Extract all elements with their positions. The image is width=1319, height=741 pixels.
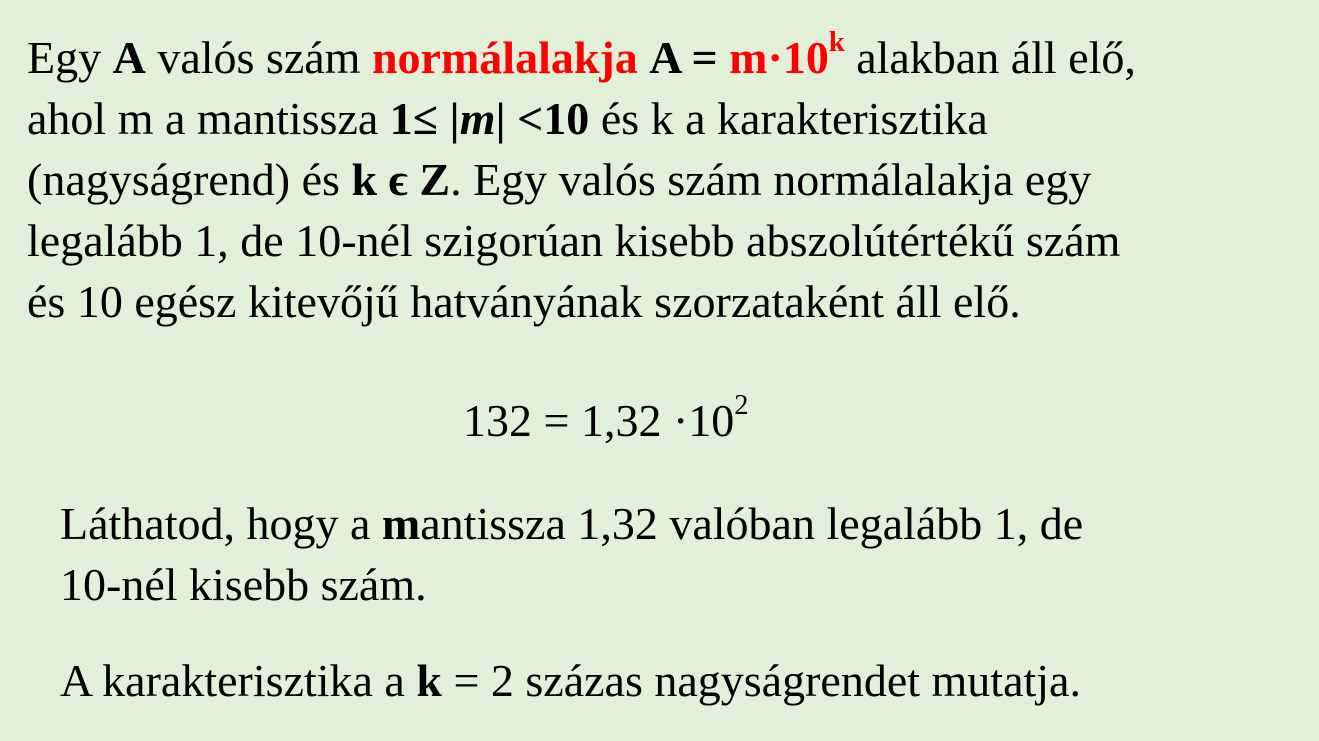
text-run: antissza 1,32 valóban legalább 1, de — [420, 498, 1084, 549]
text-run: = 2 százas nagyságrendet mutatja. — [441, 655, 1081, 706]
definition-paragraph — [27, 27, 1136, 332]
definition-line-1 — [27, 27, 1136, 88]
k-in-integers: k ϵ Z — [351, 154, 451, 205]
mantissa-condition-left: 1≤ | — [389, 93, 460, 144]
explanation-line-1 — [60, 493, 1083, 554]
text-run: (nagyságrend) és — [27, 154, 352, 205]
explanation-line-2: 10-nél kisebb szám. — [60, 559, 427, 610]
text-run: Láthatod, hogy a — [60, 498, 382, 549]
variable-k: k — [416, 655, 442, 706]
variable-m: m — [459, 93, 496, 144]
formula-base: 132 = 1,32 ·10 — [463, 395, 735, 446]
definition-line-4: legalább 1, de 10-nél szigorúan kisebb abszolútértékű szám — [27, 215, 1121, 266]
definition-line-2 — [27, 88, 1136, 149]
exponent-k: k — [828, 26, 845, 58]
conclusion-paragraph — [60, 650, 1081, 711]
text-run: Egy — [27, 32, 113, 83]
explanation-paragraph — [60, 493, 1083, 615]
text-run: alakban áll elő, — [844, 32, 1136, 83]
variable-a: A — [649, 32, 680, 83]
text-run: és k a karakterisztika — [589, 93, 988, 144]
equals-sign: = — [679, 32, 730, 83]
normal-form-exponent — [829, 27, 845, 58]
definition-line-5: és 10 egész kitevőjű hatványának szorzataként áll elő. — [27, 276, 1021, 327]
mantissa-condition-right: | <10 — [495, 93, 590, 144]
normal-form-base: m·10 — [729, 32, 829, 83]
example-formula — [463, 390, 749, 451]
mantissa-initial: m — [381, 498, 421, 549]
text-run: ahol m a mantissza — [27, 93, 390, 144]
text-run: valós szám — [145, 32, 372, 83]
definition-line-3 — [27, 149, 1136, 210]
text-run: . Egy valós szám normálalakja egy — [450, 154, 1092, 205]
text-run — [638, 32, 650, 83]
formula-exponent: 2 — [734, 389, 749, 421]
text-run: A karakterisztika a — [60, 655, 417, 706]
variable-a: A — [112, 32, 146, 83]
term-normal-form: normálalakja — [371, 32, 638, 83]
